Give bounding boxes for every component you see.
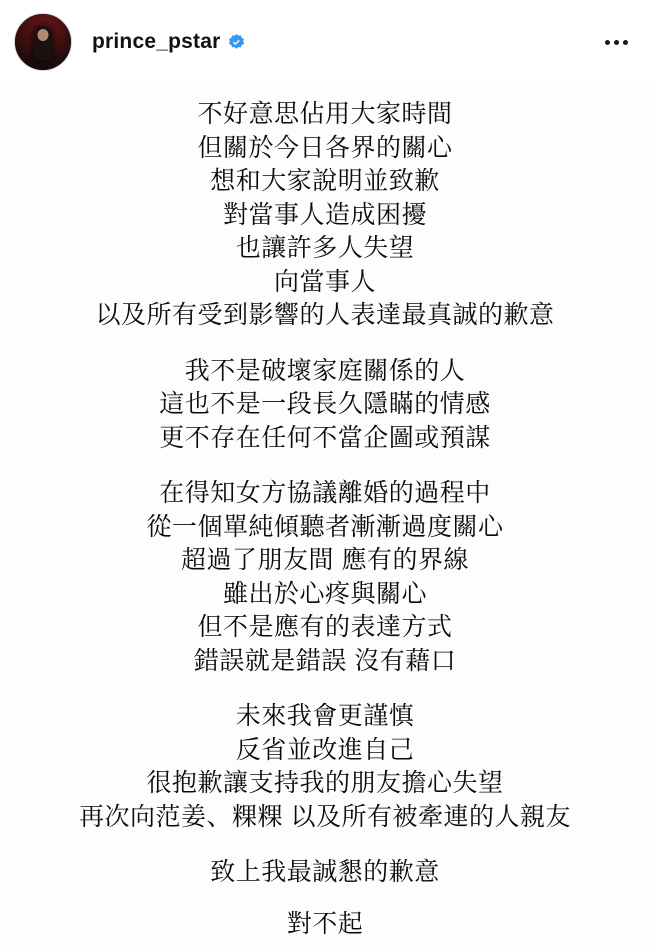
- text-line: 在得知女方協議離婚的過程中: [159, 479, 491, 507]
- paragraph-3: [10, 477, 640, 678]
- text-line: 雖出於心疼與關心: [222, 579, 427, 608]
- text-line: 致上我最誠懇的歉意: [210, 858, 440, 886]
- paragraph-6: [10, 908, 640, 942]
- text-line: 以及所有受到影響的人表達最真誠的歉意: [95, 301, 555, 329]
- text-line: 更不存在任何不當企圖或預謀: [159, 423, 491, 452]
- text-line: 對當事人造成困擾: [222, 200, 427, 229]
- more-dot-1: [605, 40, 610, 45]
- post-header: [0, 0, 650, 84]
- paragraph-2: [10, 355, 640, 456]
- more-dot-3: [623, 40, 628, 45]
- verified-badge-icon: [227, 33, 246, 52]
- text-line: 錯誤就是錯誤 沒有藉口: [193, 646, 457, 675]
- text-line: 超過了朋友間 應有的界線: [181, 546, 469, 574]
- avatar[interactable]: [14, 13, 72, 71]
- paragraph-1: [10, 98, 640, 333]
- text-line: 對不起: [286, 909, 364, 938]
- paragraph-4: [10, 700, 640, 834]
- text-line: 從一個單純傾聽者漸漸過度關心: [146, 512, 504, 541]
- text-line: 也讓許多人失望: [235, 234, 415, 262]
- post-body: [0, 84, 650, 952]
- text-line: 但關於今日各界的關心: [197, 133, 453, 162]
- text-line: 很抱歉讓支持我的朋友擔心失望: [146, 769, 504, 797]
- username-label[interactable]: prince_pstar: [92, 30, 221, 53]
- text-line: 不好意思佔用大家時間: [197, 100, 453, 128]
- username-block[interactable]: [92, 30, 246, 54]
- text-line: 想和大家說明並致歉: [210, 167, 440, 195]
- avatar-face: [38, 29, 49, 41]
- text-line: 反省並改進自己: [235, 735, 415, 764]
- text-line: 向當事人: [273, 267, 376, 296]
- text-line: 這也不是一段長久隱瞞的情感: [159, 390, 491, 418]
- text-line: 再次向范姜、粿粿 以及所有被牽連的人親友: [79, 802, 571, 831]
- more-options-icon[interactable]: [601, 32, 632, 53]
- more-dot-2: [614, 40, 619, 45]
- text-line: 我不是破壞家庭關係的人: [184, 356, 466, 385]
- text-line: 未來我會更謹慎: [235, 702, 415, 730]
- text-line: 但不是應有的表達方式: [197, 613, 453, 641]
- paragraph-5: [10, 856, 640, 890]
